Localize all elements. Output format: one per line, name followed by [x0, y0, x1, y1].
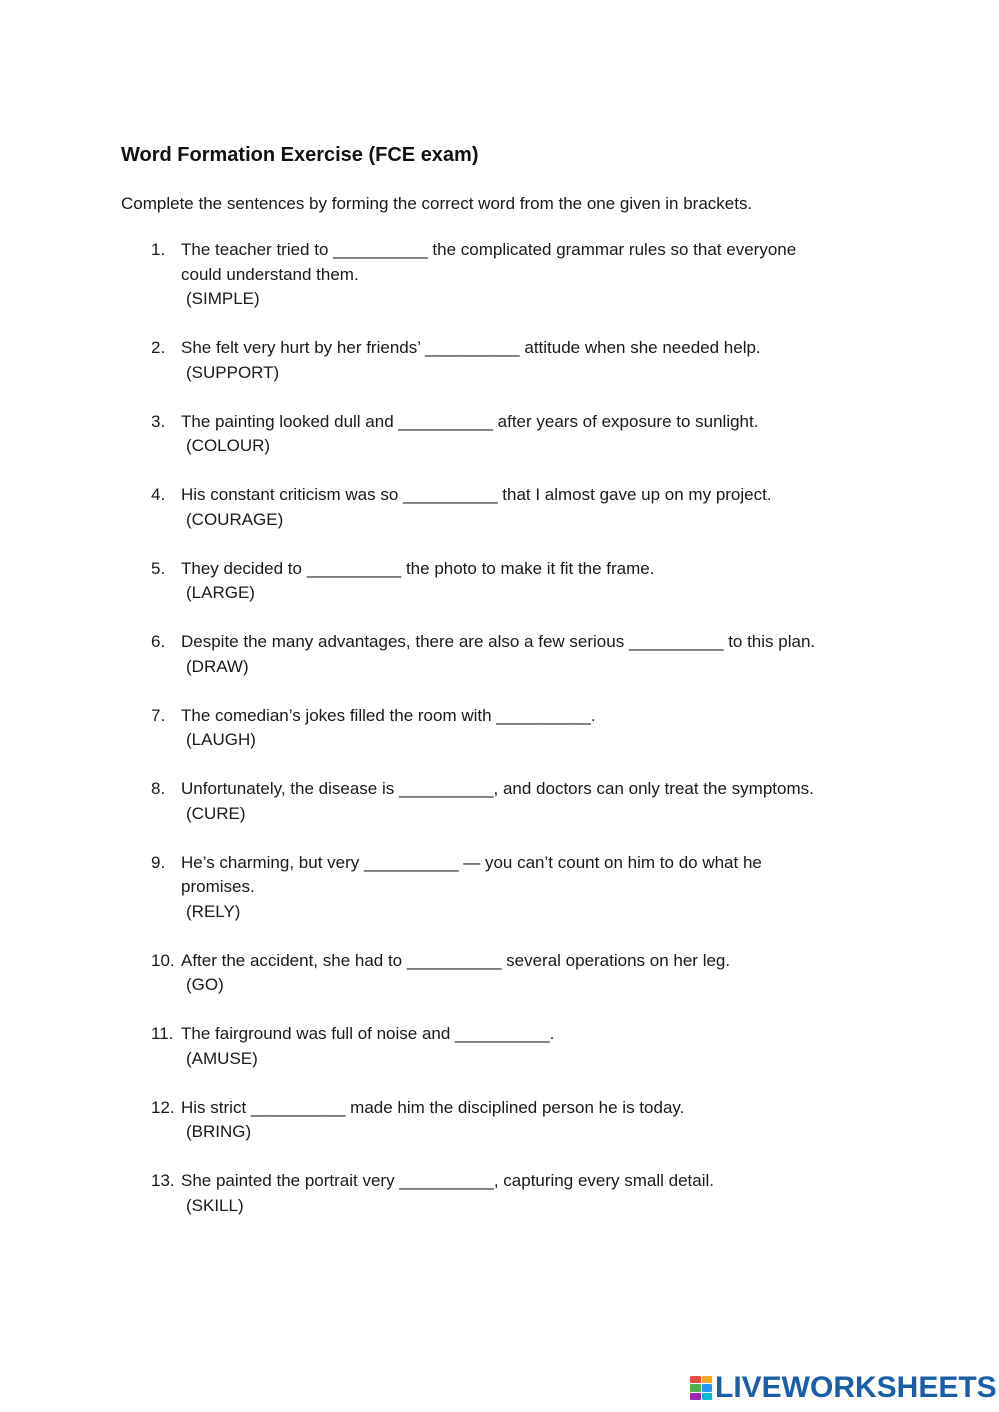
question-number: 5. [151, 558, 166, 578]
question-hint: (SIMPLE) [186, 289, 260, 308]
question-hint: (DRAW) [186, 656, 249, 676]
question-item [151, 1096, 891, 1145]
question-item [151, 483, 891, 532]
question-hint: (LARGE) [186, 583, 255, 602]
question-text: His strict __________ made him the disciplined person he is today. [181, 1097, 685, 1117]
question-number: 6. [151, 632, 166, 651]
question-text: could understand them. [181, 264, 359, 284]
logo-mark-square [702, 1393, 713, 1400]
question-number: 3. [151, 411, 166, 431]
logo-mark-square [702, 1376, 713, 1383]
question-hint: (AMUSE) [186, 1048, 258, 1068]
question-item [151, 630, 891, 679]
question-hint: (CURE) [186, 803, 246, 823]
question-item [151, 704, 891, 753]
question-item [151, 410, 891, 459]
question-number: 12. [151, 1097, 175, 1117]
question-text: The teacher tried to __________ the complicated grammar rules so that everyone [181, 240, 797, 259]
question-text: They decided to __________ the photo to make it fit the frame. [181, 558, 655, 578]
question-hint: (COURAGE) [186, 509, 284, 529]
question-item [151, 949, 891, 998]
question-number: 8. [151, 779, 166, 798]
question-number: 13. [151, 1171, 175, 1190]
page-title: Word Formation Exercise (FCE exam) [121, 144, 479, 166]
question-hint: (GO) [186, 975, 224, 994]
question-item [151, 1022, 891, 1071]
question-item [151, 336, 891, 385]
question-text: She painted the portrait very __________, capturing every small detail. [181, 1171, 714, 1190]
question-number: 4. [151, 485, 166, 504]
question-text: After the accident, she had to __________ several operations on her leg. [181, 950, 731, 970]
logo-mark-square [690, 1376, 701, 1383]
question-number: 9. [151, 852, 166, 872]
question-hint: (SUPPORT) [186, 362, 280, 382]
logo-text: LIVEWORKSHEETS [715, 1371, 997, 1404]
question-text: He’s charming, but very __________ — you can’t count on him to do what he [181, 852, 762, 872]
question-number: 11. [151, 1024, 174, 1043]
question-text: The fairground was full of noise and __________. [181, 1024, 555, 1043]
question-item [151, 557, 891, 606]
logo-mark-square [690, 1393, 701, 1400]
question-text: The comedian’s jokes filled the room with __________. [181, 705, 596, 725]
liveworksheets-logo [690, 1372, 997, 1404]
question-text: The painting looked dull and __________ after years of exposure to sunlight. [181, 411, 759, 431]
question-hint: (LAUGH) [186, 730, 256, 749]
question-hint: (RELY) [186, 901, 241, 921]
logo-mark-square [690, 1384, 701, 1391]
question-list [151, 238, 891, 1243]
question-hint: (COLOUR) [186, 436, 271, 455]
question-text: She felt very hurt by her friends’ __________ attitude when she needed help. [181, 338, 761, 357]
liveworksheets-logo-icon [690, 1376, 712, 1400]
question-text: Unfortunately, the disease is __________, and doctors can only treat the symptoms. [181, 779, 814, 798]
instructions: Complete the sentences by forming the correct word from the one given in brackets. [121, 194, 753, 213]
question-text: Despite the many advantages, there are also a few serious __________ to this plan. [181, 632, 816, 651]
question-number: 1. [151, 240, 166, 259]
question-item [151, 851, 891, 925]
question-hint: (SKILL) [186, 1195, 244, 1215]
question-number: 7. [151, 705, 166, 725]
question-hint: (BRING) [186, 1122, 252, 1141]
question-text: His constant criticism was so __________ that I almost gave up on my project. [181, 485, 772, 504]
question-item [151, 238, 891, 312]
question-text: promises. [181, 877, 255, 896]
question-number: 2. [151, 338, 166, 357]
question-item [151, 1169, 891, 1218]
logo-mark-square [702, 1384, 713, 1391]
question-item [151, 777, 891, 826]
question-number: 10. [151, 950, 175, 970]
